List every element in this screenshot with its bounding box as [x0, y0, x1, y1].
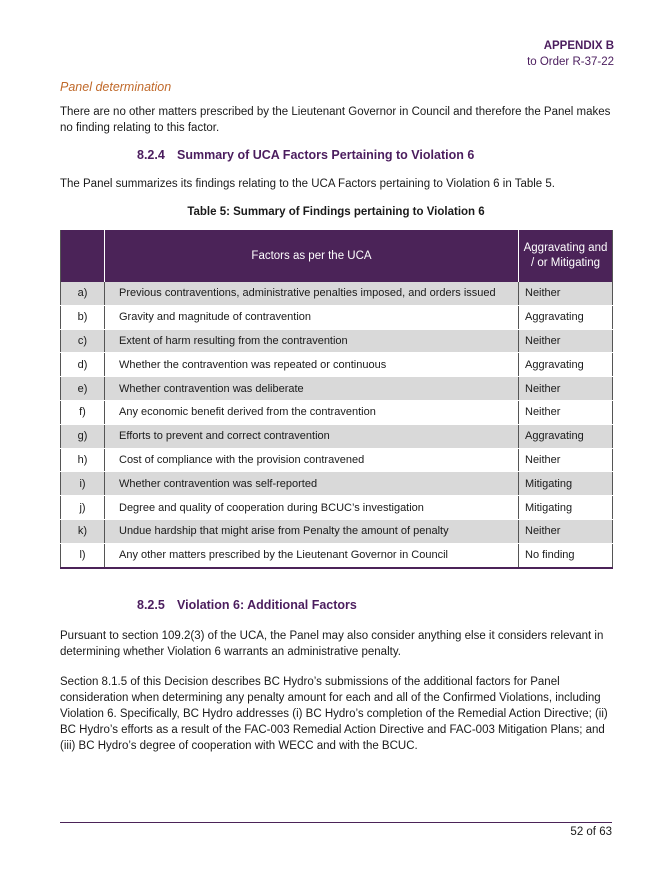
- row-index: g): [61, 424, 105, 448]
- section-8-2-4-heading: [137, 148, 474, 162]
- table-row: [61, 329, 613, 353]
- row-finding: Neither: [519, 519, 613, 543]
- table-row: [61, 448, 613, 472]
- table-row: [61, 305, 613, 329]
- table-row: [61, 519, 613, 543]
- panel-determination-heading: Panel determination: [60, 80, 172, 94]
- row-factor: Cost of compliance with the provision contravened: [105, 448, 519, 472]
- section-title: Summary of UCA Factors Pertaining to Violation 6: [177, 148, 475, 162]
- row-factor: Extent of harm resulting from the contravention: [105, 329, 519, 353]
- row-factor: Previous contraventions, administrative penalties imposed, and orders issued: [105, 282, 519, 305]
- row-factor: Whether contravention was deliberate: [105, 377, 519, 401]
- section-number: 8.2.4: [137, 148, 165, 162]
- table-row: [61, 496, 613, 520]
- table-row: [61, 377, 613, 401]
- table-row: [61, 353, 613, 377]
- section-8-2-5-paragraph-1: Pursuant to section 109.2(3) of the UCA, the Panel may also consider anything else it considers relevant in determining whether Violation 6 warrants an administrative penalty.: [60, 630, 604, 658]
- row-finding: Aggravating: [519, 305, 613, 329]
- row-index: h): [61, 448, 105, 472]
- row-index: f): [61, 400, 105, 424]
- table-header-row: [61, 230, 613, 282]
- row-factor: Efforts to prevent and correct contravention: [105, 424, 519, 448]
- row-index: d): [61, 353, 105, 377]
- panel-determination-text: There are no other matters prescribed by the Lieutenant Governor in Council and therefore the Panel makes no finding relating to this factor.: [60, 106, 611, 134]
- table-caption: Table 5: Summary of Findings pertaining to Violation 6: [187, 206, 485, 218]
- row-index: a): [61, 282, 105, 305]
- row-index: i): [61, 472, 105, 496]
- row-index: k): [61, 519, 105, 543]
- page-header: [527, 38, 614, 70]
- findings-table: [60, 230, 613, 569]
- order-reference: to Order R-37-22: [527, 56, 614, 68]
- row-index: c): [61, 329, 105, 353]
- section-8-2-5-paragraph-2: Section 8.1.5 of this Decision describes BC Hydro’s submissions of the additional factors for Panel consideration when determining any penalty amount for each and all of the Confirmed Violations, including Violation 6. Specifically, BC Hydro addresses (i) BC Hydro’s completion of the Remedial Action Directive; (ii) BC Hydro’s efforts as a result of the FAC-003 Remedial Action Directive and FAC-003 Mitigation Plans; and (iii) BC Hydro’s degree of cooperation with WECC and with the BCUC.: [60, 676, 608, 752]
- row-finding: Neither: [519, 377, 613, 401]
- row-finding: Mitigating: [519, 472, 613, 496]
- row-finding: Neither: [519, 400, 613, 424]
- table-header-index: [61, 230, 105, 282]
- row-factor: Gravity and magnitude of contravention: [105, 305, 519, 329]
- row-finding: Neither: [519, 282, 613, 305]
- row-factor: Degree and quality of cooperation during BCUC’s investigation: [105, 496, 519, 520]
- footer-divider: [60, 822, 612, 823]
- table-row: [61, 282, 613, 305]
- row-factor: Any other matters prescribed by the Lieutenant Governor in Council: [105, 543, 519, 567]
- table-header-assessment: Aggravating and / or Mitigating: [519, 230, 613, 282]
- table-row: [61, 543, 613, 567]
- table-row: [61, 424, 613, 448]
- appendix-label: APPENDIX B: [543, 40, 614, 52]
- section-number: 8.2.5: [137, 598, 165, 612]
- row-factor: Whether the contravention was repeated or continuous: [105, 353, 519, 377]
- row-factor: Undue hardship that might arise from Penalty the amount of penalty: [105, 519, 519, 543]
- table-row: [61, 472, 613, 496]
- section-8-2-4-intro: The Panel summarizes its findings relating to the UCA Factors pertaining to Violation 6 in Table 5.: [60, 178, 555, 190]
- row-finding: Aggravating: [519, 424, 613, 448]
- row-finding: Aggravating: [519, 353, 613, 377]
- row-factor: Any economic benefit derived from the contravention: [105, 400, 519, 424]
- row-index: j): [61, 496, 105, 520]
- row-index: l): [61, 543, 105, 567]
- section-title: Violation 6: Additional Factors: [177, 598, 357, 612]
- table-row: [61, 400, 613, 424]
- row-finding: Mitigating: [519, 496, 613, 520]
- row-factor: Whether contravention was self-reported: [105, 472, 519, 496]
- page-number: 52 of 63: [570, 826, 612, 838]
- row-index: e): [61, 377, 105, 401]
- row-finding: Neither: [519, 448, 613, 472]
- row-finding: No finding: [519, 543, 613, 567]
- row-finding: Neither: [519, 329, 613, 353]
- section-8-2-5-heading: [137, 598, 357, 612]
- row-index: b): [61, 305, 105, 329]
- table-header-factors: Factors as per the UCA: [105, 230, 519, 282]
